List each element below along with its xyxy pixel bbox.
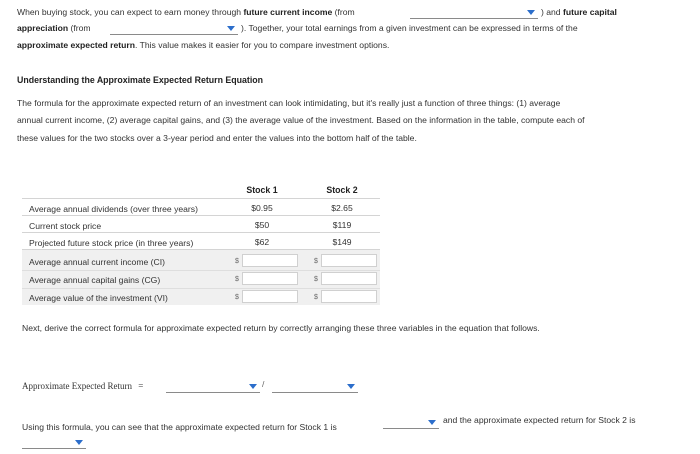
intro-line-3: approximate expected return. This value makes it easier for you to compare investment options.	[17, 40, 390, 50]
income-source-dropdown[interactable]	[410, 8, 538, 19]
currency-symbol: $	[314, 258, 318, 265]
row-divider	[22, 215, 380, 216]
section-paragraph-line-1: The formula for the approximate expected return of an investment can look intimidating, but it's really just a function of three things: (1) average	[17, 98, 561, 108]
header-divider	[22, 198, 380, 199]
currency-symbol: $	[235, 294, 239, 301]
cell-future-price-stock-1: $62	[254, 237, 270, 247]
conclusion-text-end: and the approximate expected return for Stock 2 is	[443, 415, 636, 425]
currency-symbol: $	[314, 276, 318, 283]
row-label-ci: Average annual current income (CI)	[29, 257, 165, 267]
cg-stock-1-input[interactable]	[242, 272, 298, 285]
row-divider	[22, 232, 380, 233]
chevron-down-icon	[428, 420, 436, 425]
cell-future-price-stock-2: $149	[332, 237, 352, 247]
section-paragraph-line-3: these values for the two stocks over a 3-year period and enter the values into the bottom half of the table.	[17, 133, 417, 143]
vi-stock-2-input[interactable]	[321, 290, 377, 303]
row-label-future-price: Projected future stock price (in three years)	[29, 238, 194, 248]
chevron-down-icon	[249, 384, 257, 389]
derive-instructions: Next, derive the correct formula for approximate expected return by correctly arranging these three variables in the equation that follows.	[22, 323, 540, 333]
cg-stock-2-input[interactable]	[321, 272, 377, 285]
conclusion-text-start: Using this formula, you can see that the approximate expected return for Stock 1 is	[22, 422, 337, 432]
row-label-current-price: Current stock price	[29, 221, 102, 231]
fraction-slash: /	[262, 379, 265, 389]
section-paragraph-line-2: annual current income, (2) average capital gains, and (3) the average value of the investment. Based on the information in the table, compute each of	[17, 115, 585, 125]
section-heading: Understanding the Approximate Expected Return Equation	[17, 75, 264, 85]
chevron-down-icon	[527, 10, 535, 15]
stock-2-return-dropdown[interactable]	[22, 438, 86, 449]
row-divider	[22, 288, 380, 289]
denominator-dropdown[interactable]	[272, 382, 358, 393]
currency-symbol: $	[235, 258, 239, 265]
cell-dividends-stock-1: $0.95	[251, 203, 273, 213]
chevron-down-icon	[227, 26, 235, 31]
intro-line-1: When buying stock, you can expect to earn money through future current income (from	[17, 7, 355, 17]
numerator-dropdown[interactable]	[166, 382, 260, 393]
intro-line-2-end: ). Together, your total earnings from a given investment can be expressed in terms of the	[241, 23, 578, 33]
ci-stock-2-input[interactable]	[321, 254, 377, 267]
row-divider	[22, 270, 380, 271]
intro-line-2-start: appreciation (from	[17, 23, 91, 33]
header-stock-1: Stock 1	[246, 185, 278, 195]
appreciation-source-dropdown[interactable]	[110, 24, 238, 35]
intro-line-1-end: ) and future capital	[541, 7, 617, 17]
header-stock-2: Stock 2	[326, 185, 358, 195]
ci-stock-1-input[interactable]	[242, 254, 298, 267]
formula-label: Approximate Expected Return =	[22, 381, 144, 391]
cell-current-price-stock-1: $50	[254, 220, 270, 230]
cell-current-price-stock-2: $119	[332, 220, 352, 230]
chevron-down-icon	[347, 384, 355, 389]
currency-symbol: $	[235, 276, 239, 283]
stock-1-return-dropdown[interactable]	[383, 418, 439, 429]
row-label-vi: Average value of the investment (VI)	[29, 293, 168, 303]
stock-table	[22, 180, 380, 310]
row-label-dividends: Average annual dividends (over three years)	[29, 204, 198, 214]
row-label-cg: Average annual capital gains (CG)	[29, 275, 161, 285]
currency-symbol: $	[314, 294, 318, 301]
vi-stock-1-input[interactable]	[242, 290, 298, 303]
cell-dividends-stock-2: $2.65	[331, 203, 353, 213]
chevron-down-icon	[75, 440, 83, 445]
